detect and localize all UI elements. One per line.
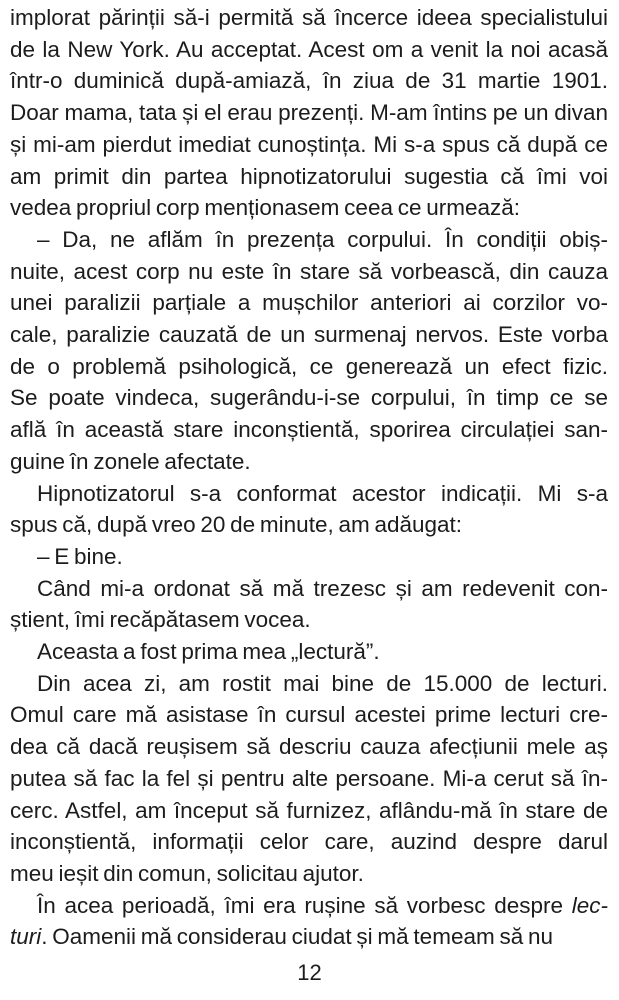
text-line: [10, 129, 608, 161]
text-segment: unei paralizii parțiale a mușchilor anteriori ai corzilor vo-: [10, 290, 608, 316]
text-line: [10, 668, 608, 700]
text-line: [10, 34, 608, 66]
text-line: [10, 224, 608, 256]
text-line: [10, 699, 608, 731]
text-segment: știent, îmi recăpătasem vocea.: [10, 607, 311, 633]
text-segment: cale, paralizie cauzată de un surmenaj nervos. Este vorba: [10, 322, 608, 348]
text-segment: dea că dacă reușisem să descriu cauza afecțiunii mele aș: [10, 734, 608, 760]
text-line: [10, 826, 608, 858]
text-line: [10, 351, 608, 383]
text-segment: de la New York. Au acceptat. Acest om a venit la noi acasă: [10, 36, 608, 62]
text-segment: meu ieșit din comun, solicitau ajutor.: [10, 860, 364, 886]
text-segment: putea să fac la fel și pentru alte persoane. Mi-a cerut să în-: [10, 765, 608, 791]
text-segment: cerc. Astfel, am început să furnizez, aflându-mă în stare de: [10, 797, 608, 823]
text-line: [10, 795, 608, 827]
text-line: [10, 541, 608, 573]
text-line: [10, 509, 608, 541]
text-segment: inconștientă, informații celor care, auzind despre darul: [10, 829, 608, 855]
text-line: [10, 731, 608, 763]
text-segment: am primit din partea hipnotizatorului sugestia că îmi voi: [10, 163, 608, 189]
text-line: [10, 636, 608, 668]
text-line: [10, 192, 608, 224]
text-line: [10, 2, 608, 34]
text-line: [10, 161, 608, 193]
text-segment: guine în zonele afectate.: [10, 448, 251, 474]
text-segment: nuite, acest corp nu este în stare să vorbească, din cauza: [10, 258, 608, 284]
text-segment: de o problemă psihologică, ce generează un efect fizic.: [10, 353, 608, 379]
text-segment: Doar mama, tata și el erau prezenți. M-am întins pe un divan: [10, 100, 608, 126]
text-line: [10, 573, 608, 605]
text-line: [10, 65, 608, 97]
text-line: [10, 319, 608, 351]
text-segment: spus că, după vreo 20 de minute, am adăugat:: [10, 512, 463, 538]
text-line: [10, 287, 608, 319]
text-segment: află în această stare inconștientă, sporirea circulației san-: [10, 417, 608, 443]
text-segment: – Da, ne aflăm în prezența corpului. În condiții obiș-: [37, 226, 608, 252]
text-line: [10, 414, 608, 446]
text-segment: implorat părinții să-i permită să încerce ideea specialistului: [10, 5, 608, 30]
text-segment: vedea propriul corp menționasem ceea ce urmează:: [10, 195, 521, 221]
text-line: [10, 604, 608, 636]
text-segment: . Oamenii mă considerau ciudat și mă temeam să nu: [41, 924, 553, 950]
text-line: [10, 921, 608, 953]
text-line: [10, 446, 608, 478]
text-segment: Omul care mă asistase în cursul acestei prime lecturi cre-: [10, 702, 608, 728]
text-line: [10, 763, 608, 795]
text-segment: Când mi-a ordonat să mă trezesc și am redevenit con-: [37, 575, 608, 601]
text-line: [10, 256, 608, 288]
text-segment: și mi-am pierdut imediat cunoștința. Mi s-a spus că după ce: [10, 131, 608, 157]
text-line: [10, 858, 608, 890]
text-segment: Din acea zi, am rostit mai bine de 15.000 de lecturi.: [37, 670, 608, 696]
italic-text: lec-: [571, 892, 608, 918]
text-segment: Se poate vindeca, sugerându-i-se corpului, în timp ce se: [10, 385, 608, 411]
text-segment: În acea perioadă, îmi era rușine să vorbesc despre: [37, 892, 572, 918]
text-segment: Aceasta a fost prima mea „lectură”.: [37, 639, 380, 665]
text-segment: – E bine.: [37, 543, 123, 569]
text-line: [10, 478, 608, 510]
text-line: [10, 890, 608, 922]
text-segment: într-o duminică după-amiază, în ziua de 31 martie 1901.: [10, 68, 608, 94]
text-line: [10, 382, 608, 414]
page-text: [10, 2, 608, 953]
page-number: 12: [297, 960, 322, 985]
text-segment: Hipnotizatorul s-a conformat acestor indicații. Mi s-a: [37, 480, 608, 506]
italic-text: turi: [10, 924, 42, 950]
text-line: [10, 97, 608, 129]
